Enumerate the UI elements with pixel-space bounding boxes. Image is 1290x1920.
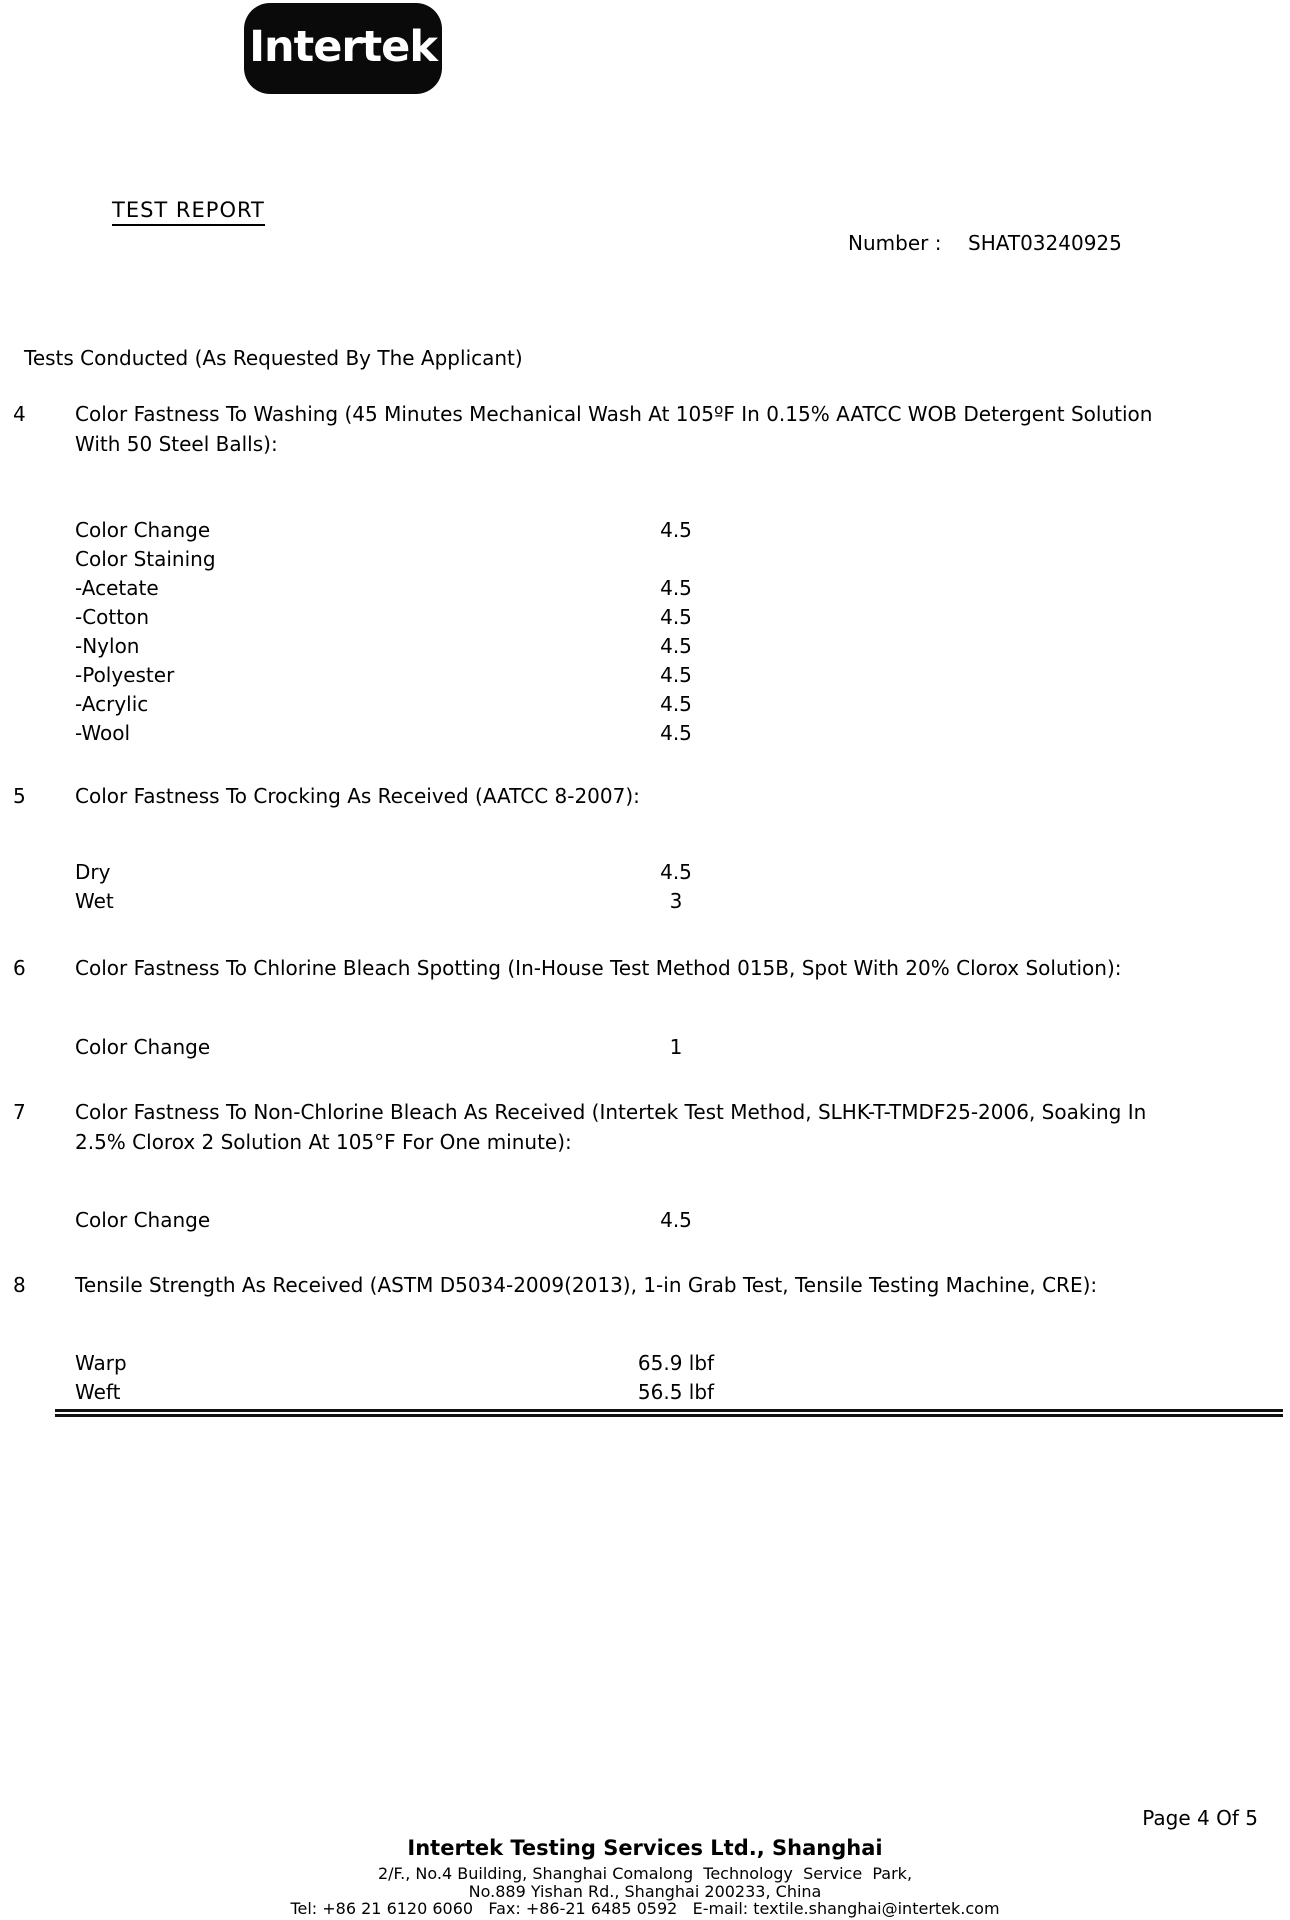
section-7-number: 7: [13, 1100, 26, 1124]
section-8-number: 8: [13, 1273, 26, 1297]
result-value: 65.9 lbf: [637, 1351, 715, 1375]
result-label: -Polyester: [75, 663, 175, 687]
result-value: 4.5: [660, 634, 692, 658]
section-7-title-line2: 2.5% Clorox 2 Solution At 105°F For One minute):: [75, 1130, 572, 1154]
result-label: Dry: [75, 860, 111, 884]
result-value: 4.5: [660, 518, 692, 542]
result-row: [0, 603, 1290, 632]
page-number: Page 4 Of 5: [1142, 1806, 1258, 1830]
result-row: [0, 1378, 1290, 1407]
result-label: Warp: [75, 1351, 127, 1375]
result-label: Color Staining: [75, 547, 216, 571]
intertek-logo-text: Intertek: [249, 21, 437, 72]
result-label: Color Change: [75, 518, 211, 542]
result-value: 1: [669, 1035, 683, 1059]
section-4-title: [75, 399, 1290, 459]
report-title: TEST REPORT: [112, 198, 265, 226]
result-value: 4.5: [660, 1208, 692, 1232]
result-label: -Nylon: [75, 634, 140, 658]
end-of-results-divider: [55, 1409, 1283, 1417]
section-4-results: [0, 516, 1290, 748]
section-4-title-line1: Color Fastness To Washing (45 Minutes Mechanical Wash At 105ºF In 0.15% AATCC WOB Detergent Solution: [75, 402, 1153, 426]
result-label: -Cotton: [75, 605, 150, 629]
result-row: [0, 545, 1290, 574]
result-label: Wet: [75, 889, 114, 913]
result-row: [0, 516, 1290, 545]
result-row: [0, 887, 1290, 916]
result-label: Color Change: [75, 1208, 211, 1232]
result-row: [0, 858, 1290, 887]
section-8-title-line1: Tensile Strength As Received (ASTM D5034-2009(2013), 1-in Grab Test, Tensile Testing Machine, CRE):: [75, 1273, 1098, 1297]
result-value: 4.5: [660, 576, 692, 600]
section-5-title-line1: Color Fastness To Crocking As Received (AATCC 8-2007):: [75, 784, 640, 808]
result-label: -Wool: [75, 721, 131, 745]
result-label: -Acrylic: [75, 692, 149, 716]
section-6-number: 6: [13, 956, 26, 980]
result-row: [0, 1349, 1290, 1378]
result-label: Color Change: [75, 1035, 211, 1059]
section-6-title: [75, 953, 1290, 983]
result-row: [0, 1206, 1290, 1235]
section-7-title: [75, 1097, 1290, 1157]
section-8-results: [0, 1349, 1290, 1407]
result-label: Weft: [75, 1380, 121, 1404]
section-5-number: 5: [13, 784, 26, 808]
section-6-results: [0, 1033, 1290, 1062]
section-6-title-line1: Color Fastness To Chlorine Bleach Spotting (In-House Test Method 015B, Spot With 20% Clorox Solution):: [75, 956, 1122, 980]
result-value: 4.5: [660, 692, 692, 716]
result-row: [0, 632, 1290, 661]
result-value: 4.5: [660, 860, 692, 884]
result-label: -Acetate: [75, 576, 159, 600]
footer-company-name: Intertek Testing Services Ltd., Shanghai: [407, 1836, 883, 1860]
intertek-logo: [244, 3, 442, 94]
result-value: 56.5 lbf: [637, 1380, 715, 1404]
section-7-title-line1: Color Fastness To Non-Chlorine Bleach As Received (Intertek Test Method, SLHK-T-TMDF25-2006, Soaking In: [75, 1100, 1147, 1124]
result-row: [0, 574, 1290, 603]
footer-address-line2: No.889 Yishan Rd., Shanghai 200233, China: [468, 1882, 822, 1901]
footer-address-line1: 2/F., No.4 Building, Shanghai Comalong Technology Service Park,: [377, 1864, 913, 1883]
result-row: [0, 1033, 1290, 1062]
result-row: [0, 690, 1290, 719]
result-row: [0, 719, 1290, 748]
report-number-label: Number :: [848, 231, 942, 255]
section-5-title: [75, 781, 1290, 811]
tests-conducted-heading: Tests Conducted (As Requested By The Applicant): [24, 346, 523, 370]
result-value: 4.5: [660, 663, 692, 687]
footer-contact-line: Tel: +86 21 6120 6060 Fax: +86-21 6485 0592 E-mail: textile.shanghai@intertek.com: [290, 1899, 1000, 1918]
section-7-results: [0, 1206, 1290, 1235]
report-number-value: SHAT03240925: [968, 231, 1122, 255]
result-value: 4.5: [660, 605, 692, 629]
section-4-title-line2: With 50 Steel Balls):: [75, 432, 278, 456]
section-4-number: 4: [13, 402, 26, 426]
result-value: 4.5: [660, 721, 692, 745]
result-row: [0, 661, 1290, 690]
section-5-results: [0, 858, 1290, 916]
result-value: 3: [669, 889, 683, 913]
section-8-title: [75, 1270, 1290, 1300]
